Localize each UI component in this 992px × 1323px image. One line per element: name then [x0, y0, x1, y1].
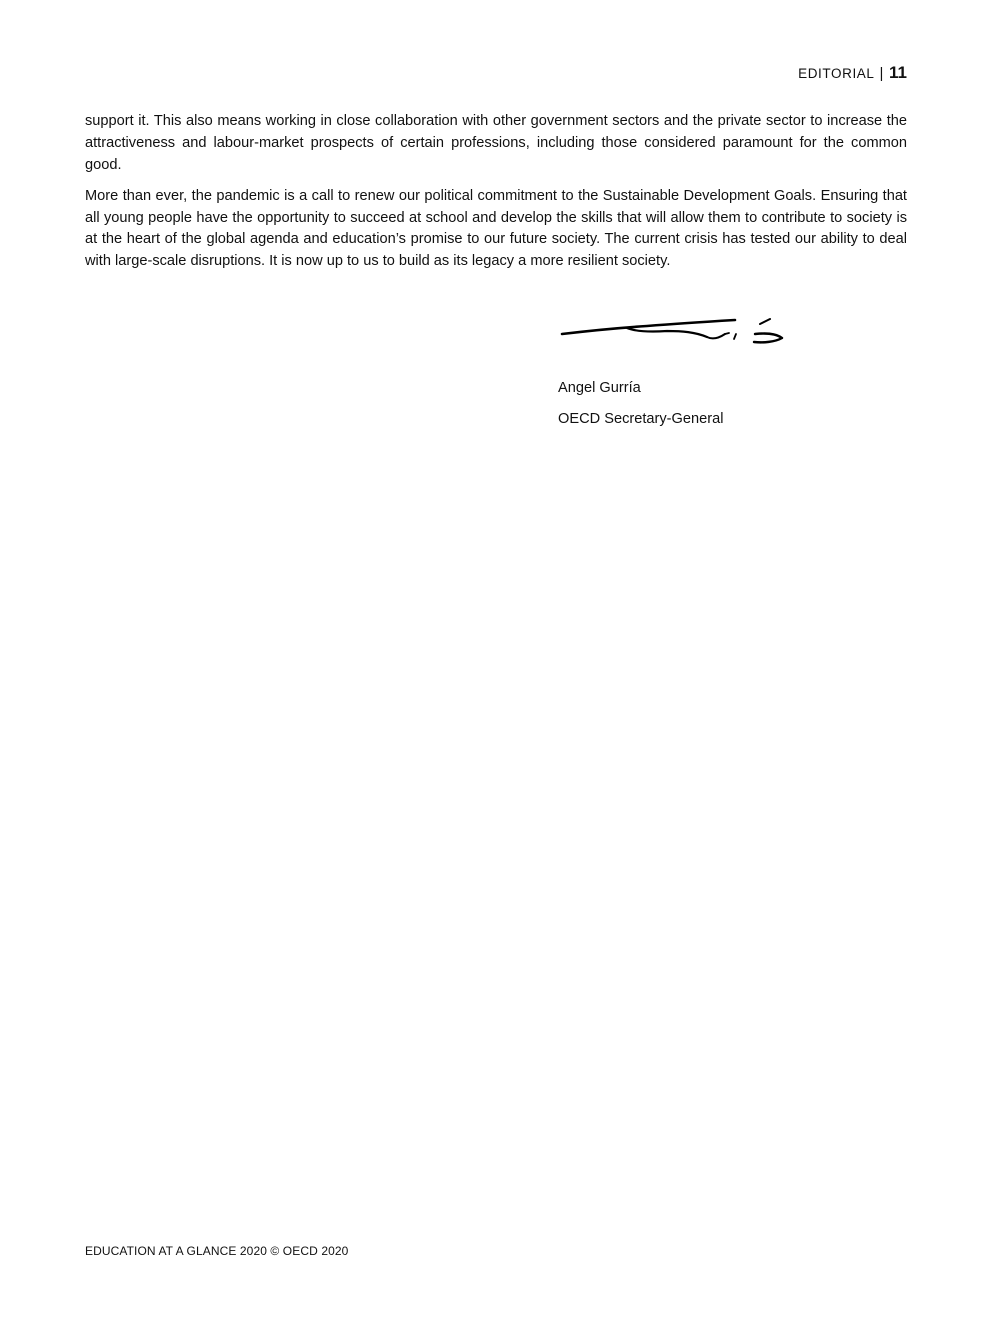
section-label: EDITORIAL: [798, 66, 875, 81]
running-header: [798, 63, 907, 83]
signer-name: Angel Gurría: [558, 380, 641, 396]
paragraph: support it. This also means working in close collaboration with other government sectors and the private sector to increase the attractiveness and labour-market prospects of certain professions, including those considered paramount for the common good.: [85, 113, 907, 173]
paragraph: More than ever, the pandemic is a call to renew our political commitment to the Sustainable Development Goals. Ensuring that all young people have the opportunity to succeed at school and develop the skills that will allow them to contribute to society is at the heart of the global agenda and education’s promise to our future society. The current crisis has tested our ability to deal with large-scale disruptions. It is now up to us to build as its legacy a more resilient society.: [85, 187, 907, 270]
handwritten-signature: [557, 310, 797, 355]
page-number: 11: [889, 63, 907, 82]
signer-title: OECD Secretary-General: [558, 411, 724, 427]
header-separator: |: [879, 65, 885, 82]
page-footer: EDUCATION AT A GLANCE 2020 © OECD 2020: [85, 1244, 349, 1258]
editorial-body: [85, 111, 907, 283]
